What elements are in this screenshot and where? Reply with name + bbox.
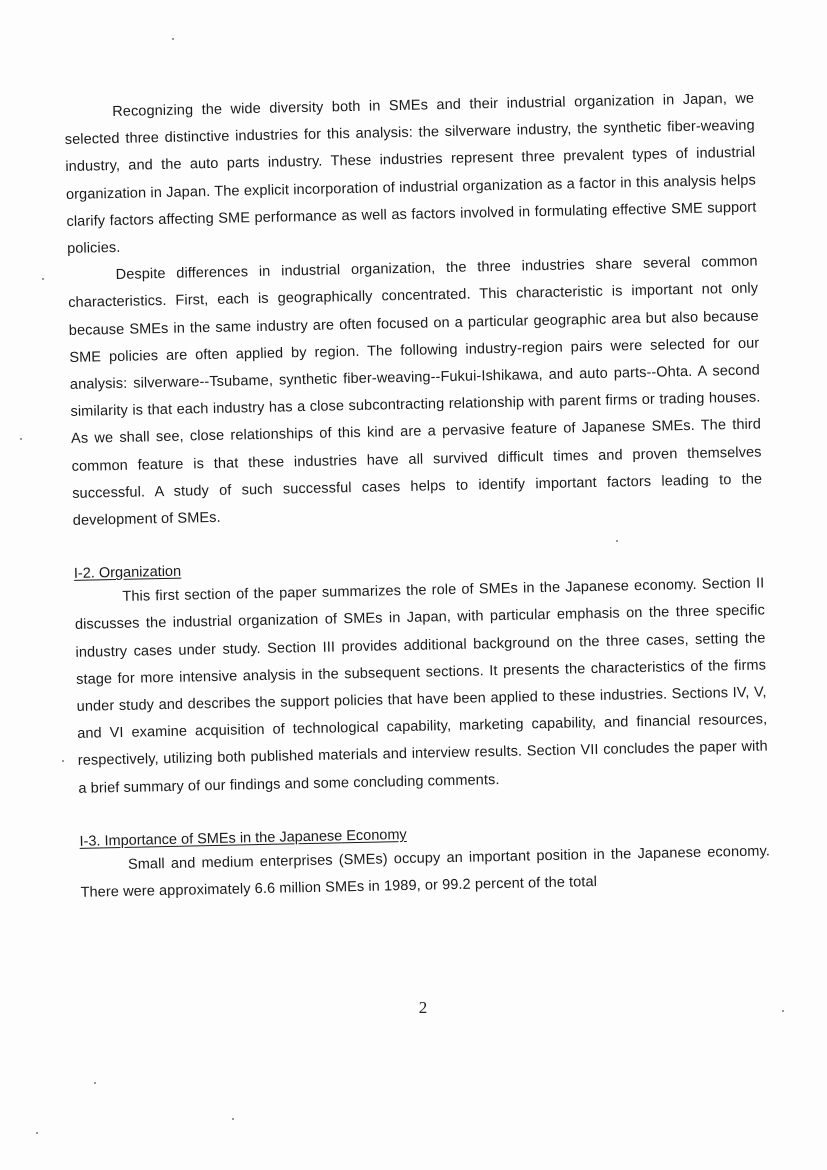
scan-speck — [782, 1010, 784, 1012]
scan-speck — [94, 1082, 96, 1084]
scan-speck — [172, 38, 174, 40]
page-body — [64, 86, 771, 908]
scan-speck — [42, 278, 44, 280]
scan-speck — [62, 760, 64, 762]
scan-speck — [36, 1132, 38, 1134]
paragraph-organization: This first section of the paper summarizes the role of SMEs in the Japanese economy. Section II discusses the industrial organization of SMEs in Japan, with particular emphasis on the three specific industry cases under study. Section III provides additional background on the three cases, setting the stage for more intensive analysis in the subsequent sections. It presents the characteristics of the firms under study and describes the support policies that have been applied to these industries. Sections IV, V, and VI examine acquisition of technological capability, marketing capability, and financial resources, respectively, utilizing both published materials and interview results. Section VII concludes the paper with a brief summary of our findings and some concluding comments. — [74, 575, 768, 797]
paragraph-importance: Small and medium enterprises (SMEs) occupy an important position in the Japanese economy. There were approximately 6.6 million SMEs in 1989, or 99.2 percent of the total — [80, 843, 771, 901]
scan-speck — [616, 540, 618, 542]
paragraph-industries-selection: Recognizing the wide diversity both in SMEs and their industrial organization in Japan, we selected three distinctive industries for this analysis: the silverware industry, the synthetic fiber-weaving industry, and the auto parts industry. These industries represent three prevalent types of industrial organization in Japan. The explicit incorporation of industrial organization as a factor in this analysis helps clarify factors affecting SME performance as well as factors involved in formulating effective SME support policies. — [64, 90, 757, 257]
section-heading-importance: I-3. Importance of SMEs in the Japanese Economy — [79, 826, 407, 850]
scan-speck — [20, 438, 22, 440]
section-heading-organization: I-2. Organization — [73, 563, 182, 583]
scan-speck — [232, 1118, 234, 1120]
page-number: 2 — [418, 998, 428, 1017]
paragraph-common-characteristics: Despite differences in industrial organization, the three industries share several common characteristics. First, each is geographically concentrated. This characteristic is important not only because SMEs in the same industry are often focused on a particular geographic area but also because SME policies are often applied by region. The following industry-region pairs were selected for our analysis: silverware--Tsubame, synthetic fiber-weaving--Fukui-Ishikawa, and auto parts--Ohta. A second similarity is that each industry has a close subcontracting relationship with parent firms or trading houses. As we shall see, close relationships of this kind are a pervasive feature of Japanese SMEs. The third common feature is that these industries have all survived difficult times and proven themselves successful. A study of such successful cases helps to identify important factors leading to the development of SMEs. — [68, 253, 763, 529]
